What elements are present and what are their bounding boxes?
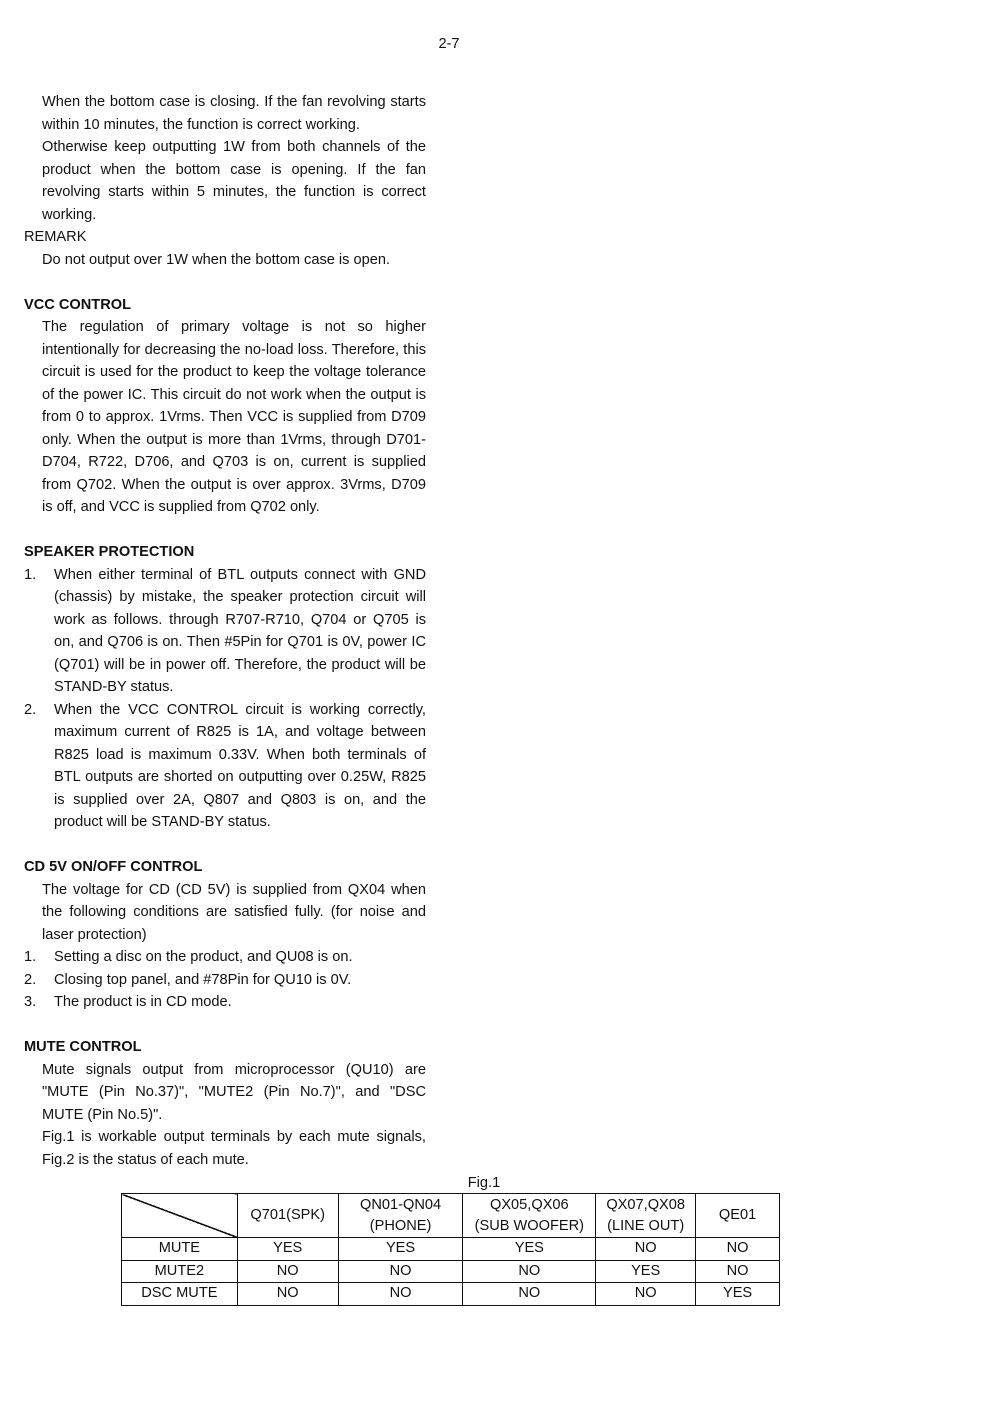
table-cell: NO (463, 1283, 596, 1306)
list-item (24, 991, 426, 1014)
table-row (122, 1260, 780, 1283)
list-number: 2. (24, 701, 37, 718)
mute-table (121, 1193, 780, 1306)
table-cell: YES (463, 1238, 596, 1261)
list-item (24, 564, 426, 699)
table-cell: NO (237, 1260, 338, 1283)
table-cell: YES (696, 1283, 780, 1306)
table-cell: NO (237, 1283, 338, 1306)
table-cell: YES (338, 1238, 463, 1261)
column-header: QE01 (696, 1194, 780, 1238)
row-label: MUTE (122, 1238, 238, 1261)
mute-control-paragraph-1: Mute signals output from microprocessor (QU10) are "MUTE (Pin No.37)", "MUTE2 (Pin No.7)", and "DSC MUTE (Pin No.5)". (42, 1061, 426, 1123)
list-text: When either terminal of BTL outputs connect with GND (chassis) by mistake, the speaker protection circuit will work as follows. through R707-R710, Q704 or Q705 is on, and Q706 is on. Then #5Pin for Q701 is 0V, power IC (Q701) will be in power off. Therefore, the product will be STAND-BY status. (54, 566, 426, 695)
table-cell: YES (596, 1260, 696, 1283)
table-row (122, 1238, 780, 1261)
table-cell: NO (596, 1283, 696, 1306)
vcc-control-text: The regulation of primary voltage is not so higher intentionally for decreasing the no-load loss. Therefore, this circuit is used for the product to keep the voltage tolerance of the power IC. This circuit do not work when the output is from 0 to approx. 1Vrms. Then VCC is supplied from D709 only. When the output is more than 1Vrms, through D701-D704, R722, D706, and Q703 is on, current is supplied from Q702. When the output is over approx. 3Vrms, D709 is off, and VCC is supplied from Q702 only. (42, 319, 426, 515)
list-item (24, 699, 426, 834)
cd5v-control-text: The voltage for CD (CD 5V) is supplied from QX04 when the following conditions are satisfied fully. (for noise and laser protection) (42, 881, 426, 943)
speaker-protection-heading: SPEAKER PROTECTION (24, 544, 195, 560)
table-cell: YES (237, 1238, 338, 1261)
table-cell: NO (696, 1260, 780, 1283)
page-number: 2-7 (438, 36, 460, 52)
intro-paragraph-1: When the bottom case is closing. If the fan revolving starts within 10 minutes, the function is correct working. (42, 94, 426, 133)
table-cell: NO (338, 1260, 463, 1283)
mute-control-paragraph-2: Fig.1 is workable output terminals by each mute signals, Fig.2 is the status of each mute. (42, 1129, 426, 1168)
table-cell: NO (596, 1238, 696, 1261)
list-text: When the VCC CONTROL circuit is working correctly, maximum current of R825 is 1A, and voltage between R825 load is maximum 0.33V. When both terminals of BTL outputs are shorted on outputting over 0.25W, R825 is supplied over 2A, Q807 and Q803 is on, and the product will be STAND-BY status. (54, 701, 426, 830)
list-number: 3. (24, 994, 37, 1010)
list-number: 1. (24, 949, 37, 965)
column-header: QX05,QX06 (SUB WOOFER) (463, 1194, 596, 1238)
list-number: 1. (24, 566, 37, 583)
column-header: QN01-QN04 (PHONE) (338, 1194, 463, 1238)
table-cell: NO (338, 1283, 463, 1306)
intro-paragraph-2: Otherwise keep outputting 1W from both channels of the product when the bottom case is opening. If the fan revolving starts within 5 minutes, the function is correct working. (42, 139, 426, 223)
cd5v-conditions-list (24, 946, 426, 1014)
column-header: QX07,QX08 (LINE OUT) (596, 1194, 696, 1238)
table-header-row (122, 1194, 780, 1238)
table-cell: NO (696, 1238, 780, 1261)
speaker-protection-list (24, 564, 426, 834)
vcc-control-heading: VCC CONTROL (24, 296, 132, 313)
remark-text: Do not output over 1W when the bottom case is open. (42, 251, 391, 268)
list-number: 2. (24, 971, 37, 988)
list-item (24, 946, 426, 969)
row-label: MUTE2 (122, 1260, 238, 1283)
table-row (122, 1283, 780, 1306)
corner-cell (122, 1194, 238, 1238)
list-text: The product is in CD mode. (54, 994, 232, 1010)
row-label: DSC MUTE (122, 1283, 238, 1306)
text-column (24, 91, 426, 1171)
list-text: Setting a disc on the product, and QU08 is on. (54, 949, 353, 965)
list-text: Closing top panel, and #78Pin for QU10 is 0V. (54, 971, 352, 988)
mute-control-heading: MUTE CONTROL (24, 1039, 142, 1055)
table-cell: NO (463, 1260, 596, 1283)
column-header: Q701(SPK) (237, 1194, 338, 1238)
figure-caption: Fig.1 (467, 1175, 501, 1191)
remark-label: REMARK (24, 229, 87, 245)
list-item (24, 969, 426, 992)
cd5v-control-heading: CD 5V ON/OFF CONTROL (24, 859, 203, 875)
